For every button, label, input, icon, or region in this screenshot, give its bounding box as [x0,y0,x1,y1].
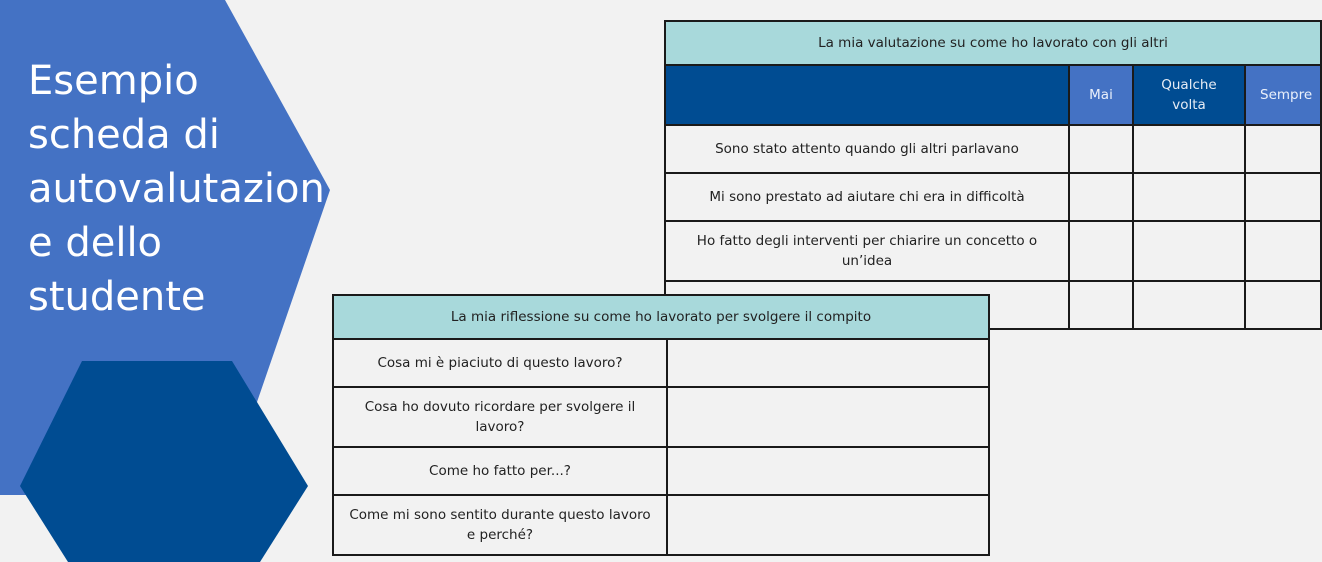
row-label: Sono stato attento quando gli altri parlavano [665,125,1069,173]
answer-cell[interactable] [667,387,989,447]
reflection-table [332,294,990,556]
question-label: Come ho fatto per...? [333,447,667,495]
rating-cell-sempre[interactable] [1245,221,1321,281]
rating-cell-mai[interactable] [1069,281,1133,329]
question-label: Come mi sono sentito durante questo lavoro e perché? [333,495,667,555]
column-header-mai: Mai [1069,65,1133,125]
rating-cell-mai[interactable] [1069,173,1133,221]
reflection-table-header: La mia riflessione su come ho lavorato per svolgere il compito [333,295,989,339]
evaluation-table-container [332,10,1313,295]
rating-cell-mai[interactable] [1069,221,1133,281]
answer-cell[interactable] [667,447,989,495]
rating-cell-qualche-volta[interactable] [1133,125,1245,173]
evaluation-table [664,20,1322,330]
answer-cell[interactable] [667,339,989,387]
question-label: Cosa ho dovuto ricordare per svolgere il lavoro? [333,387,667,447]
column-header-sempre: Sempre [1245,65,1321,125]
rating-cell-sempre[interactable] [1245,281,1321,329]
rating-cell-qualche-volta[interactable] [1133,281,1245,329]
header-empty-cell [665,65,1069,125]
evaluation-table-header: La mia valutazione su come ho lavorato con gli altri [665,21,1321,65]
rating-cell-mai[interactable] [1069,125,1133,173]
row-label: Mi sono prestato ad aiutare chi era in difficoltà [665,173,1069,221]
row-label: Ho fatto degli interventi per chiarire un concetto o un’idea [665,221,1069,281]
column-header-qualche-volta: Qualche volta [1133,65,1245,125]
rating-cell-sempre[interactable] [1245,173,1321,221]
rating-cell-qualche-volta[interactable] [1133,221,1245,281]
rating-cell-sempre[interactable] [1245,125,1321,173]
question-label: Cosa mi è piaciuto di questo lavoro? [333,339,667,387]
answer-cell[interactable] [667,495,989,555]
rating-cell-qualche-volta[interactable] [1133,173,1245,221]
slide-title: Esempio scheda di autovalutazion e dello studente [28,58,325,320]
